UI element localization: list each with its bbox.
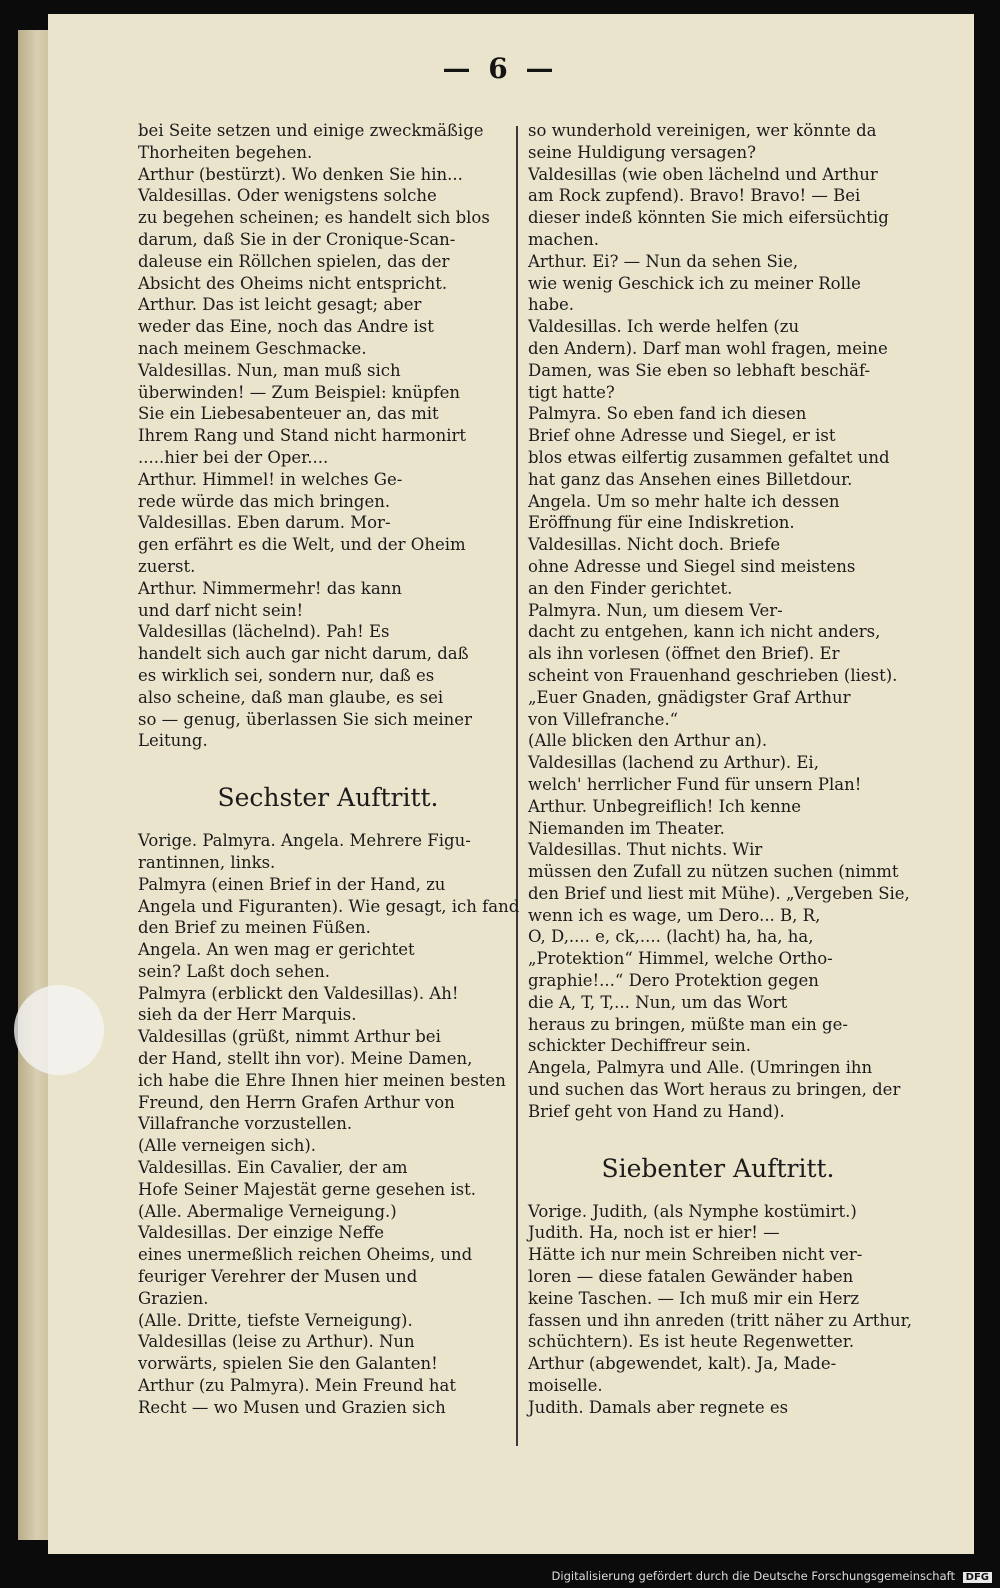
dfg-logo: DFG xyxy=(963,1572,992,1583)
text-line: Vorige. Judith, (als Nymphe kostümirt.) xyxy=(528,1201,857,1221)
text-line: Palmyra. Nun, um diesem Ver- xyxy=(528,600,783,620)
text-line: Valdesillas (lachend zu Arthur). Ei, xyxy=(528,753,819,773)
text-line: zuerst. xyxy=(138,556,196,576)
text-line: Angela. Um so mehr halte ich dessen xyxy=(528,491,840,511)
text-line: „Protektion“ Himmel, welche Ortho- xyxy=(528,949,833,969)
text-line: sieh da der Herr Marquis. xyxy=(138,1005,357,1025)
text-line: Niemanden im Theater. xyxy=(528,818,725,838)
text-line: Valdesillas. Nicht doch. Briefe xyxy=(528,535,781,555)
text-line: O, D,.... e, ck,.... (lacht) ha, ha, ha, xyxy=(528,927,814,947)
text-line: Damen, was Sie eben so lebhaft beschäf- xyxy=(528,360,871,380)
left-text-block-2 xyxy=(138,830,518,1419)
text-line: den Brief und liest mit Mühe). „Vergeben Sie, xyxy=(528,883,910,903)
text-line: eines unermeßlich reichen Oheims, und xyxy=(138,1245,473,1265)
text-line: so wunderhold vereinigen, wer könnte da xyxy=(528,121,877,140)
text-line: scheint von Frauenhand geschrieben (liest). xyxy=(528,665,898,685)
page-number: — 6 — xyxy=(442,52,558,85)
text-line: Hofe Seiner Majestät gerne gesehen ist. xyxy=(138,1179,477,1199)
text-line: blos etwas eilfertig zusammen gefaltet und xyxy=(528,447,890,467)
text-line: dieser indeß könnten Sie mich eifersüchtig xyxy=(528,208,889,228)
text-line: sein? Laßt doch sehen. xyxy=(138,961,331,981)
text-line: Valdesillas (wie oben lächelnd und Arthur xyxy=(528,164,878,184)
book-spine xyxy=(18,30,52,1540)
text-line: Valdesillas. Oder wenigstens solche xyxy=(138,186,437,206)
text-line: fassen und ihn anreden (tritt näher zu Arthur, xyxy=(528,1310,912,1330)
text-line: an den Finder gerichtet. xyxy=(528,578,733,598)
text-line: Palmyra. So eben fand ich diesen xyxy=(528,404,807,424)
text-line: Leitung. xyxy=(138,731,208,751)
right-column xyxy=(528,120,912,1419)
text-line: Freund, den Herrn Grafen Arthur von xyxy=(138,1092,455,1112)
text-line: der Hand, stellt ihn vor). Meine Damen, xyxy=(138,1049,473,1069)
right-text-block-2 xyxy=(528,1201,912,1419)
text-line: tigt hatte? xyxy=(528,382,615,402)
text-line: also scheine, daß man glaube, es sei xyxy=(138,687,444,707)
text-line: Vorige. Palmyra. Angela. Mehrere Figu- xyxy=(138,831,471,851)
text-line: (Alle. Dritte, tiefste Verneigung). xyxy=(138,1310,413,1330)
text-line: Absicht des Oheims nicht entspricht. xyxy=(138,273,448,293)
text-line: von Villefranche.“ xyxy=(528,709,679,729)
text-line: seine Huldigung versagen? xyxy=(528,142,756,162)
text-line: Palmyra (erblickt den Valdesillas). Ah! xyxy=(138,983,459,1003)
text-line: und suchen das Wort heraus zu bringen, der xyxy=(528,1080,901,1100)
text-line: vorwärts, spielen Sie den Galanten! xyxy=(138,1354,438,1374)
text-line: Judith. Ha, noch ist er hier! — xyxy=(528,1223,780,1243)
text-line: Angela, Palmyra und Alle. (Umringen ihn xyxy=(528,1058,873,1078)
text-line: Judith. Damals aber regnete es xyxy=(528,1397,789,1417)
text-line: Arthur (zu Palmyra). Mein Freund hat xyxy=(138,1376,456,1396)
text-line: Arthur (abgewendet, kalt). Ja, Made- xyxy=(528,1354,837,1374)
text-line: welch' herrlicher Fund für unsern Plan! xyxy=(528,774,862,794)
text-line: Valdesillas. Der einzige Neffe xyxy=(138,1223,384,1243)
text-line: feuriger Verehrer der Musen und xyxy=(138,1267,418,1287)
left-column xyxy=(138,120,518,1419)
text-line: Hätte ich nur mein Schreiben nicht ver- xyxy=(528,1245,863,1265)
text-line: Valdesillas. Ich werde helfen (zu xyxy=(528,317,800,337)
text-line: Eröffnung für eine Indiskretion. xyxy=(528,513,795,533)
text-line: den Brief zu meinen Füßen. xyxy=(138,918,371,938)
text-line: Valdesillas (leise zu Arthur). Nun xyxy=(138,1332,415,1352)
text-line: als ihn vorlesen (öffnet den Brief). Er xyxy=(528,644,840,664)
text-line: wie wenig Geschick ich zu meiner Rolle xyxy=(528,273,861,293)
text-line: (Alle blicken den Arthur an). xyxy=(528,731,768,751)
text-line: zu begehen scheinen; es handelt sich blos xyxy=(138,208,490,228)
left-text-block xyxy=(138,120,518,752)
text-line: loren — diese fatalen Gewänder haben xyxy=(528,1267,854,1287)
text-line: machen. xyxy=(528,229,599,249)
text-line: (Alle verneigen sich). xyxy=(138,1136,317,1156)
text-line: Arthur. Ei? — Nun da sehen Sie, xyxy=(528,251,799,271)
text-line: hat ganz das Ansehen eines Billetdour. xyxy=(528,469,853,489)
text-line: schickter Dechiffreur sein. xyxy=(528,1036,752,1056)
text-line: Valdesillas (grüßt, nimmt Arthur bei xyxy=(138,1027,441,1047)
text-line: Arthur. Himmel! in welches Ge- xyxy=(138,469,403,489)
text-line: am Rock zupfend). Bravo! Bravo! — Bei xyxy=(528,186,861,206)
text-line: Palmyra (einen Brief in der Hand, zu xyxy=(138,874,446,894)
text-line: Valdesillas. Nun, man muß sich xyxy=(138,360,401,380)
text-line: so — genug, überlassen Sie sich meiner xyxy=(138,709,472,729)
text-line: keine Taschen. — Ich muß mir ein Herz xyxy=(528,1288,860,1308)
text-line: rantinnen, links. xyxy=(138,852,276,872)
text-line: „Euer Gnaden, gnädigster Graf Arthur xyxy=(528,687,851,707)
footer-text: Digitalisierung gefördert durch die Deutsche Forschungsgemeinschaft xyxy=(551,1569,955,1583)
text-line: Arthur. Unbegreiflich! Ich kenne xyxy=(528,796,802,816)
text-line: rede würde das mich bringen. xyxy=(138,491,391,511)
text-line: weder das Eine, noch das Andre ist xyxy=(138,317,434,337)
text-line: Brief geht von Hand zu Hand). xyxy=(528,1101,785,1121)
text-line: Valdesillas. Eben darum. Mor- xyxy=(138,513,391,533)
text-line: Valdesillas. Ein Cavalier, der am xyxy=(138,1158,408,1178)
right-text-block xyxy=(528,120,908,1123)
text-line: Arthur. Nimmermehr! das kann xyxy=(138,578,402,598)
text-line: Angela. An wen mag er gerichtet xyxy=(138,940,415,960)
text-line: nach meinem Geschmacke. xyxy=(138,338,367,358)
text-line: bei Seite setzen und einige zweckmäßige xyxy=(138,121,484,140)
text-line: den Andern). Darf man wohl fragen, meine xyxy=(528,338,888,358)
text-line: Sie ein Liebesabenteuer an, das mit xyxy=(138,404,439,424)
page-turn-handle[interactable] xyxy=(14,985,104,1075)
text-line: gen erfährt es die Welt, und der Oheim xyxy=(138,535,466,555)
text-line: Arthur (bestürzt). Wo denken Sie hin... xyxy=(138,164,463,184)
scene-heading-sixth: Sechster Auftritt. xyxy=(217,783,439,813)
text-line: Valdesillas. Thut nichts. Wir xyxy=(528,840,763,860)
footer-credit xyxy=(552,1569,992,1583)
text-line: heraus zu bringen, müßte man ein ge- xyxy=(528,1014,848,1034)
text-line: ich habe die Ehre Ihnen hier meinen besten xyxy=(138,1070,506,1090)
text-line: daleuse ein Röllchen spielen, das der xyxy=(138,251,450,271)
text-line: Brief ohne Adresse und Siegel, er ist xyxy=(528,426,836,446)
scene-heading-seventh: Siebenter Auftritt. xyxy=(601,1153,835,1183)
text-line: Grazien. xyxy=(138,1288,209,1308)
text-line: Villafranche vorzustellen. xyxy=(138,1114,353,1134)
text-line: moiselle. xyxy=(528,1376,603,1396)
text-line: wenn ich es wage, um Dero... B, R, xyxy=(528,905,821,925)
text-line: Ihrem Rang und Stand nicht harmonirt xyxy=(138,426,467,446)
text-line: darum, daß Sie in der Cronique-Scan- xyxy=(138,229,456,249)
text-line: schüchtern). Es ist heute Regenwetter. xyxy=(528,1332,855,1352)
text-line: Recht — wo Musen und Grazien sich xyxy=(138,1397,446,1417)
text-line: handelt sich auch gar nicht darum, daß xyxy=(138,644,469,664)
text-line: .....hier bei der Oper.... xyxy=(138,447,329,467)
text-line: Valdesillas (lächelnd). Pah! Es xyxy=(138,622,390,642)
text-line: ohne Adresse und Siegel sind meistens xyxy=(528,556,856,576)
text-line: und darf nicht sein! xyxy=(138,600,304,620)
text-line: Arthur. Das ist leicht gesagt; aber xyxy=(138,295,422,315)
text-line: Angela und Figuranten). Wie gesagt, ich fand xyxy=(138,896,520,916)
text-line: die A, T, T,... Nun, um das Wort xyxy=(528,992,788,1012)
text-line: dacht zu entgehen, kann ich nicht anders, xyxy=(528,622,881,642)
text-line: überwinden! — Zum Beispiel: knüpfen xyxy=(138,382,461,402)
text-line: es wirklich sei, sondern nur, daß es xyxy=(138,665,435,685)
text-line: Thorheiten begehen. xyxy=(138,142,313,162)
text-line: habe. xyxy=(528,295,575,315)
text-line: (Alle. Abermalige Verneigung.) xyxy=(138,1201,397,1221)
text-line: müssen den Zufall zu nützen suchen (nimmt xyxy=(528,862,899,882)
text-line: graphie!...“ Dero Protektion gegen xyxy=(528,971,819,991)
